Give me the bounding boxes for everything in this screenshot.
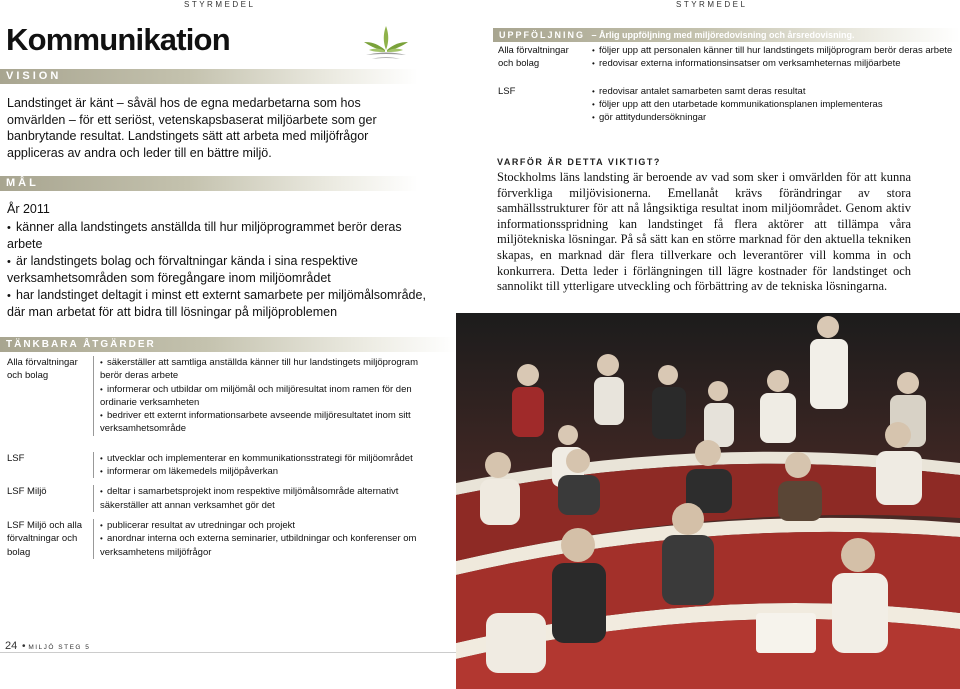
list-item-text: följer upp att den utarbetade kommunikationsplanen implementeras (599, 98, 883, 110)
bullet-icon: • (7, 221, 11, 234)
list-item-text: anordnar interna och externa seminarier, utbildningar och konferenser om verksamhetens miljöfrågor (100, 533, 417, 558)
list-item: • bedriver ett externt informationsarbete avseende miljöresultatet inom sitt verksamhetsområde (100, 410, 411, 435)
list-item-text: publicerar resultat av utredningar och projekt (107, 519, 295, 531)
list-item: • följer upp att den utarbetade kommunikationsplanen implementeras (592, 98, 883, 110)
list-item: • redovisar antalet samarbeten samt deras resultat (592, 85, 806, 97)
list-item: • publicerar resultat av utredningar och projekt (100, 519, 295, 531)
tankbara-row (7, 452, 427, 479)
list-item: • informerar om läkemedels miljöpåverkan (100, 466, 279, 478)
tankbara-row (7, 519, 427, 559)
vision-text: Landstinget är känt – såväl hos de egna medarbetarna som hos omvärlden – för ett seriöst, vetenskapsbaserat miljöarbete som ger banbrytande resultat. Landstingets sätt att arbeta med miljöfrågor appliceras av andra och leder till en bättre miljö. (7, 96, 377, 160)
mal-item-text: är landstingets bolag och förvaltningar kända i sina respektive verksamhetsområden som föregångare inom miljöområdet (7, 253, 358, 285)
list-item-text: följer upp att personalen känner till hur landstingets miljöprogram berör deras arbete (599, 45, 953, 56)
row-content (93, 519, 427, 559)
footer-section: MILJÖ STEG 5 (28, 644, 91, 651)
mal-item-text: känner alla landstingets anställda till hur miljöprogrammet berör deras arbete (7, 219, 402, 251)
bullet-icon: • (7, 255, 11, 268)
uppfoljning-row (498, 85, 958, 125)
page-title: Kommunikation (6, 22, 230, 57)
vision-band: VISION (0, 69, 418, 84)
row-label: LSF (498, 85, 516, 97)
tankbara-band: TÄNKBARA ÅTGÄRDER (0, 337, 456, 352)
list-item: • redovisar externa informationsinsatser om verksamheternas miljöarbete (592, 58, 901, 70)
mal-year: År 2011 (7, 202, 50, 216)
list-item: • informerar och utbildar om miljömål och miljöresultat inom ramen för den ordinarie verksamheten (100, 383, 412, 408)
list-item: • följer upp att personalen känner till hur landstingets miljöprogram berör deras arbete (592, 45, 953, 56)
list-item: • utvecklar och implementerar en kommunikationsstrategi för miljöområdet (100, 452, 413, 464)
footer-rule (0, 652, 456, 653)
list-item-text: deltar i samarbetsprojekt inom respektive miljömålsområde alternativt säkerställer att annan verksamhet gör det (100, 486, 399, 511)
tankbara-row (7, 485, 427, 512)
row-label: Alla förvaltningar och bolag (7, 357, 78, 382)
mal-item (7, 253, 427, 287)
tankbara-table (7, 356, 427, 559)
list-item-text: utvecklar och implementerar en kommunikationsstrategi för miljöområdet (107, 452, 413, 464)
uppfoljning-table (498, 44, 958, 124)
uppfoljning-band (493, 28, 960, 42)
footer-bullet-icon: • (22, 641, 26, 652)
mal-item (7, 219, 427, 253)
row-label: LSF Miljö (7, 486, 47, 498)
page-number: 24 (5, 640, 18, 652)
tankbara-row (7, 356, 427, 436)
uppfoljning-subtitle: – Årlig uppföljning med miljöredovisning och årsredovisning. (591, 30, 855, 40)
uppfoljning-row (498, 44, 958, 71)
list-item: • deltar i samarbetsprojekt inom respektive miljömålsområde alternativt säkerställer att annan verksamhet gör det (100, 486, 399, 511)
list-item: • anordnar interna och externa seminarier, utbildningar och konferenser om verksamhetens miljöfrågor (100, 533, 417, 558)
row-content (93, 485, 427, 512)
varfor-heading: VARFÖR ÄR DETTA VIKTIGT? (497, 157, 661, 167)
row-content (586, 44, 958, 71)
row-label: LSF (7, 452, 25, 464)
row-content (93, 356, 427, 436)
lecture-hall-photo (456, 313, 960, 689)
list-item-text: gör attitydundersökningar (599, 112, 707, 124)
running-head-right: STYRMEDEL (676, 0, 748, 9)
list-item: • säkerställer att samtliga anställda känner till hur landstingets miljöprogram berör deras arbete (100, 357, 419, 382)
row-label: LSF Miljö och alla förvaltningar och bolag (7, 519, 82, 558)
page-footer (5, 640, 90, 652)
mal-item-text: har landstinget deltagit i minst ett externt samarbete per miljömålsområde, där man arbetat för att bidra till lösningar på miljöproblemen (7, 287, 426, 319)
list-item-text: informerar om läkemedels miljöpåverkan (107, 466, 279, 478)
row-label: Alla förvaltningar och bolag (498, 45, 569, 70)
row-content (93, 452, 427, 479)
mal-band: MÅL (0, 176, 418, 191)
leaf-logo-icon (356, 24, 416, 62)
mal-item (7, 287, 427, 321)
list-item-text: säkerställer att samtliga anställda känner till hur landstingets miljöprogram berör deras arbete (100, 357, 419, 382)
list-item-text: bedriver ett externt informationsarbete avseende miljöresultatet inom sitt verksamhetsområde (100, 410, 411, 435)
running-head-left: STYRMEDEL (184, 0, 256, 9)
list-item-text: redovisar antalet samarbeten samt deras resultat (599, 85, 806, 97)
row-content (586, 85, 958, 125)
varfor-text: Stockholms läns landsting är beroende av vad som sker i omvärlden för att kunna förverkliga miljövisionerna. Emellanåt krävs förändringar av stora samhällsstrukturer för att nå långsiktiga resultat inom miljöområdet. Genom aktiv informationsspridning kan landstinget få flera aktörer att tillämpa våra miljötekniska lösningar. På så sätt kan en större marknad för den aktuella tekniken skapas, en marknad där flera tillverkare och leverantörer vill komma in och konkurrera. Detta leder i förlängningen till lägre kostnader för landstinget och sannolikt till ytterligare utveckling och förbättring av de tekniska lösningarna. (497, 170, 911, 294)
mal-section (7, 201, 427, 321)
bullet-icon: • (7, 289, 11, 302)
uppfoljning-title: UPPFÖLJNING (499, 30, 586, 40)
list-item-text: informerar och utbildar om miljömål och miljöresultat inom ramen för den ordinarie verksamheten (100, 383, 412, 408)
list-item-text: redovisar externa informationsinsatser om verksamheternas miljöarbete (599, 58, 901, 70)
list-item: • gör attitydundersökningar (592, 112, 707, 124)
